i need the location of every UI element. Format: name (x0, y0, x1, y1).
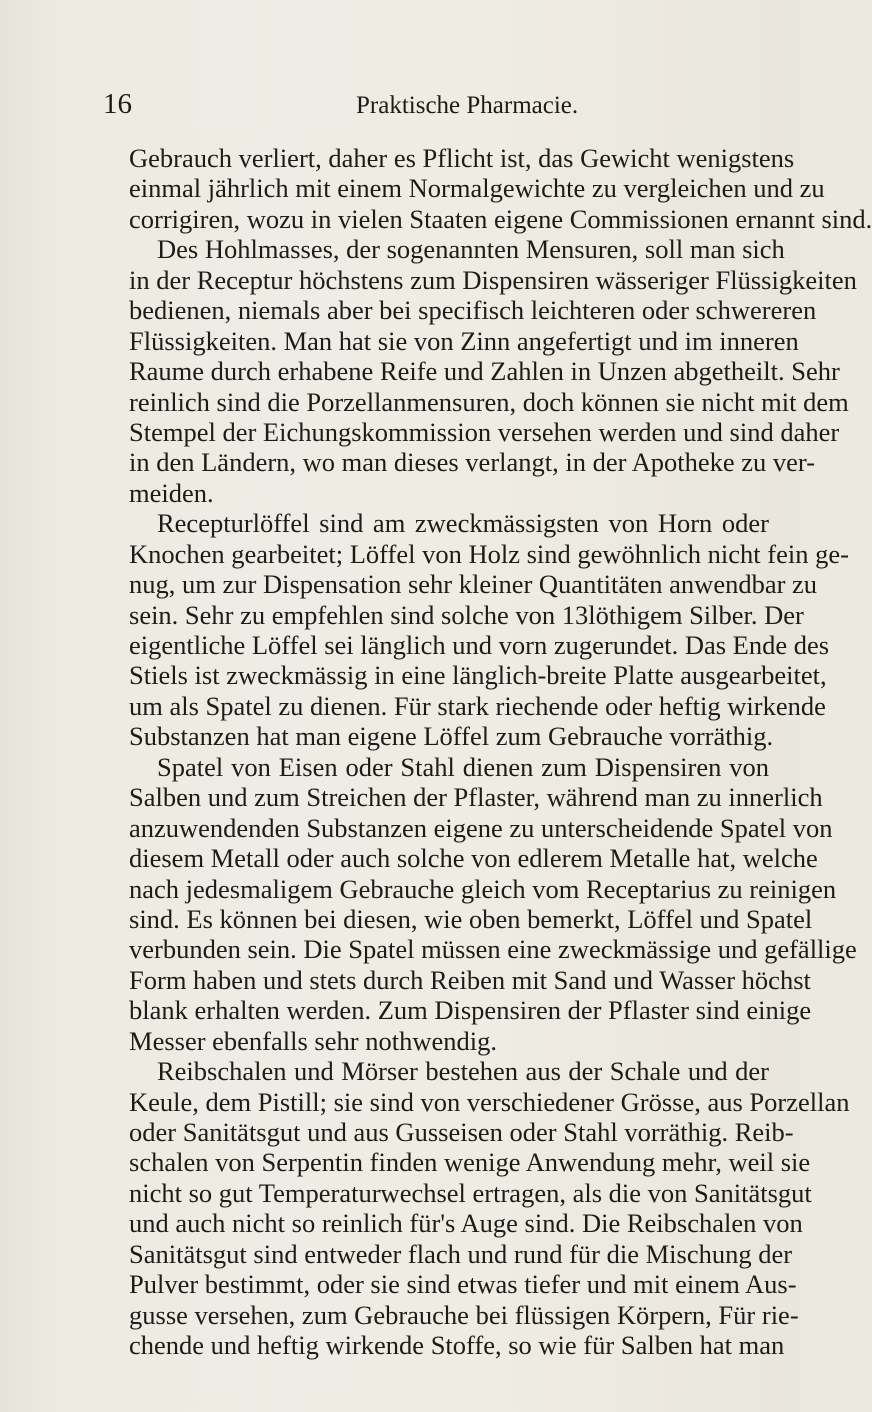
text-line: Gebrauch verliert, daher es Pflicht ist, das Gewicht wenigstens (129, 143, 795, 173)
text-line: chende und heftig wirkende Stoffe, so wie für Salben hat man (129, 1330, 785, 1361)
text-line: und auch nicht so reinlich für's Auge sind. Die Reibschalen von (129, 1208, 803, 1239)
text-line: Raume durch erhabene Reife und Zahlen in Unzen abgetheilt. Sehr (129, 356, 840, 387)
text-line: gusse versehen, zum Gebrauche bei flüssigen Körpern, Für rie- (129, 1299, 799, 1330)
text-line: nicht so gut Temperaturwechsel ertragen, als die von Sanitätsgut (129, 1177, 812, 1208)
text-line: Spatel von Eisen oder Stahl dienen zum Dispensiren von (157, 751, 769, 782)
text-line: Des Hohlmasses, der sogenannten Mensuren, soll man sich (157, 234, 785, 265)
text-line: corrigiren, wozu in vielen Staaten eigene Commissionen ernannt sind. (129, 203, 872, 234)
text-line: in der Receptur höchstens zum Dispensiren wässeriger Flüssigkeiten (129, 264, 857, 295)
text-line: Messer ebenfalls sehr nothwendig. (129, 1025, 497, 1056)
text-line: blank erhalten werden. Zum Dispensiren der Pflaster sind einige (129, 995, 812, 1026)
text-line: bedienen, niemals aber bei specifisch leichteren oder schwereren (129, 295, 817, 326)
text-line: Pulver bestimmt, oder sie sind etwas tiefer und mit einem Aus- (129, 1269, 797, 1300)
text-line: Keule, dem Pistill; sie sind von verschiedener Grösse, aus Porzellan (129, 1086, 850, 1117)
text-line: Form haben und stets durch Reiben mit Sand und Wasser höchst (129, 964, 811, 995)
text-line: in den Ländern, wo man dieses verlangt, in der Apotheke zu ver- (129, 447, 816, 478)
text-line: Sanitätsgut sind entweder flach und rund für die Mischung der (129, 1238, 793, 1269)
text-line: Recepturlöffel sind am zweckmässigsten von Horn oder (157, 508, 769, 539)
text-line: schalen von Serpentin finden wenige Anwendung mehr, weil sie (129, 1147, 811, 1178)
text-line: Flüssigkeiten. Man hat sie von Zinn angefertigt und im inneren (129, 325, 799, 356)
text-line: eigentliche Löffel sei länglich und vorn zugerundet. Das Ende des (129, 630, 830, 660)
text-line: verbunden sein. Die Spatel müssen eine zweckmässige und gefällige (129, 934, 857, 965)
text-line: um als Spatel zu dienen. Für stark riechende oder heftig wirkende (129, 690, 826, 721)
text-line: diesem Metall oder auch solche von edlerem Metalle hat, welche (129, 843, 818, 874)
text-line: sein. Sehr zu empfehlen sind solche von 13löthigem Silber. Der (129, 599, 804, 630)
text-line: Stiels ist zweckmässig in eine länglich-breite Platte ausgearbeitet, (129, 660, 827, 691)
text-line: anzuwendenden Substanzen eigene zu unterscheidende Spatel von (129, 812, 833, 843)
text-line: sind. Es können bei diesen, wie oben bemerkt, Löffel und Spatel (129, 903, 813, 934)
text-line: reinlich sind die Porzellanmensuren, doch können sie nicht mit dem (129, 386, 849, 417)
text-line: einmal jährlich mit einem Normalgewichte zu vergleichen und zu (129, 173, 825, 204)
page-number: 16 (103, 88, 132, 120)
text-line: Stempel der Eichungskommission versehen werden und sind daher (129, 416, 840, 447)
text-line: meiden. (129, 477, 214, 508)
text-line: Knochen gearbeitet; Löffel von Holz sind gewöhnlich nicht fein ge- (129, 538, 849, 569)
text-line: oder Sanitätsgut und aus Gusseisen oder Stahl vorräthig. Reib- (129, 1117, 794, 1147)
text-line: Salben und zum Streichen der Pflaster, während man zu innerlich (129, 782, 823, 813)
running-title: Praktische Pharmacie. (356, 92, 579, 119)
running-head (0, 84, 800, 124)
text-line: Reibschalen und Mörser bestehen aus der Schale und der (157, 1056, 769, 1087)
text-line: nach jedesmaligem Gebrauche gleich vom Receptarius zu reinigen (129, 873, 837, 904)
text-line: nug, um zur Dispensation sehr kleiner Quantitäten anwendbar zu (129, 569, 818, 600)
text-line: Substanzen hat man eigene Löffel zum Gebrauche vorräthig. (129, 721, 774, 752)
body-text (129, 143, 872, 1361)
